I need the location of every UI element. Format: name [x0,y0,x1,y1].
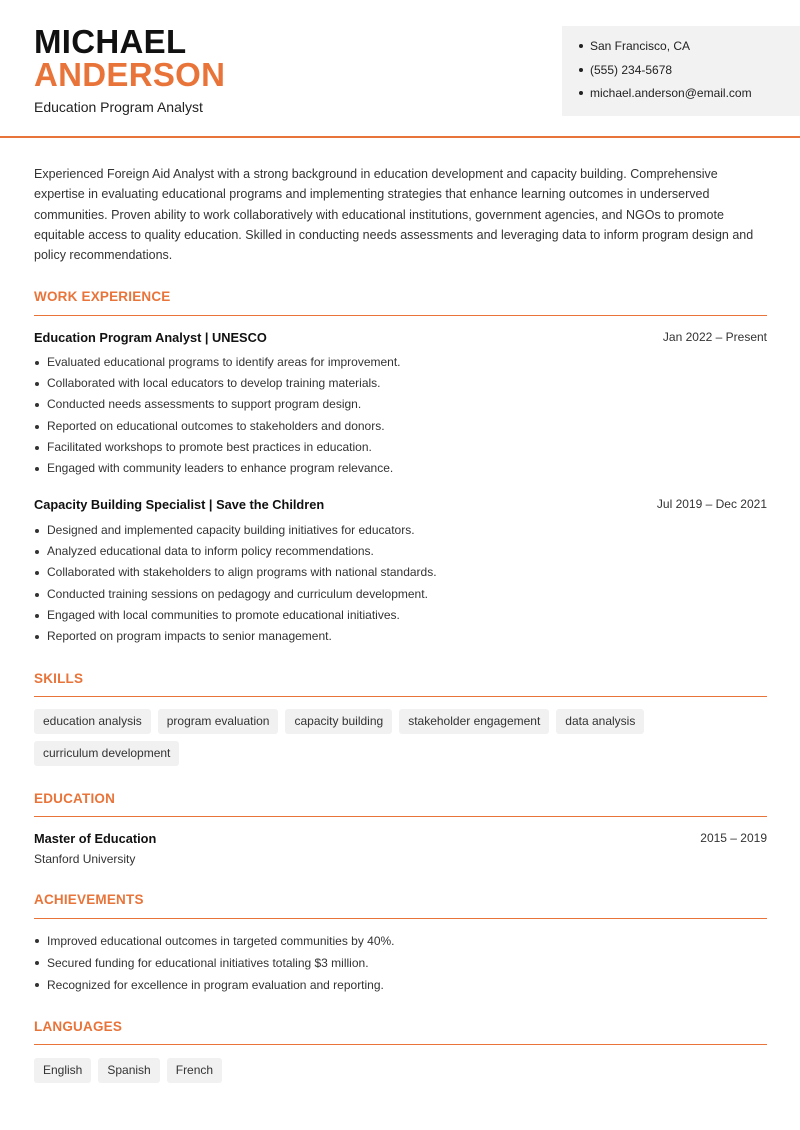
skill-tag: data analysis [556,709,644,734]
section-title-education: EDUCATION [34,791,116,806]
education-school: Stanford University [34,852,136,866]
section-divider [34,315,767,316]
skills-tags [34,709,774,766]
achievement-bullets [34,930,395,996]
job-bullets [34,352,401,479]
job-bullets [34,520,437,647]
list-item: Improved educational outcomes in targeted communities by 40%. [34,930,395,952]
job-title: Capacity Building Specialist | Save the Children [34,497,325,512]
skill-tag: education analysis [34,709,151,734]
section-title-languages: LANGUAGES [34,1019,123,1034]
list-item: Evaluated educational programs to identify areas for improvement. [34,352,401,373]
skill-tag: curriculum development [34,741,179,766]
contact-location: San Francisco, CA [579,38,800,62]
list-item: Collaborated with stakeholders to align programs with national standards. [34,562,437,583]
list-item: Recognized for excellence in program evaluation and reporting. [34,974,395,996]
list-item: Analyzed educational data to inform policy recommendations. [34,541,437,562]
list-item: Engaged with community leaders to enhance program relevance. [34,458,401,479]
section-title-skills: SKILLS [34,671,84,686]
contact-email: michael.anderson@email.com [579,85,800,109]
skill-tag: program evaluation [158,709,279,734]
section-title-work: WORK EXPERIENCE [34,289,171,304]
list-item: Collaborated with local educators to develop training materials. [34,373,401,394]
job-role: Education Program Analyst [34,99,203,115]
education-degree: Master of Education [34,831,157,846]
list-item: Reported on educational outcomes to stakeholders and donors. [34,416,401,437]
section-divider [34,918,767,919]
language-tag: English [34,1058,91,1083]
skill-tag: capacity building [285,709,392,734]
section-divider [34,696,767,697]
language-tags [34,1058,774,1083]
last-name: ANDERSON [34,56,226,93]
list-item: Reported on program impacts to senior management. [34,626,437,647]
contact-box [562,26,800,116]
list-item: Engaged with local communities to promote educational initiatives. [34,605,437,626]
first-name: MICHAEL [34,23,187,60]
language-tag: French [167,1058,222,1083]
job-dates: Jul 2019 – Dec 2021 [656,497,767,511]
education-dates: 2015 – 2019 [700,831,767,845]
list-item: Facilitated workshops to promote best practices in education. [34,437,401,458]
job-title: Education Program Analyst | UNESCO [34,330,267,345]
section-divider [34,1044,767,1045]
resume-header [0,0,800,138]
language-tag: Spanish [98,1058,159,1083]
summary-text: Experienced Foreign Aid Analyst with a strong background in education development and capacity building. Comprehensive expertise in evaluating educational programs and implementing strategies that enhance learning outcomes in underserved communities. Proven ability to work collaboratively with educational institutions, government agencies, and NGOs to promote equitable access to quality education. Skilled in conducting needs assessments and leveraging data to inform program design and policy recommendations. [34,167,754,263]
job-dates: Jan 2022 – Present [662,330,767,344]
contact-phone: (555) 234-5678 [579,62,800,86]
list-item: Secured funding for educational initiatives totaling $3 million. [34,952,395,974]
section-divider [34,816,767,817]
section-title-achievements: ACHIEVEMENTS [34,892,144,907]
skill-tag: stakeholder engagement [399,709,549,734]
list-item: Conducted needs assessments to support program design. [34,394,401,415]
list-item: Designed and implemented capacity building initiatives for educators. [34,520,437,541]
list-item: Conducted training sessions on pedagogy and curriculum development. [34,584,437,605]
